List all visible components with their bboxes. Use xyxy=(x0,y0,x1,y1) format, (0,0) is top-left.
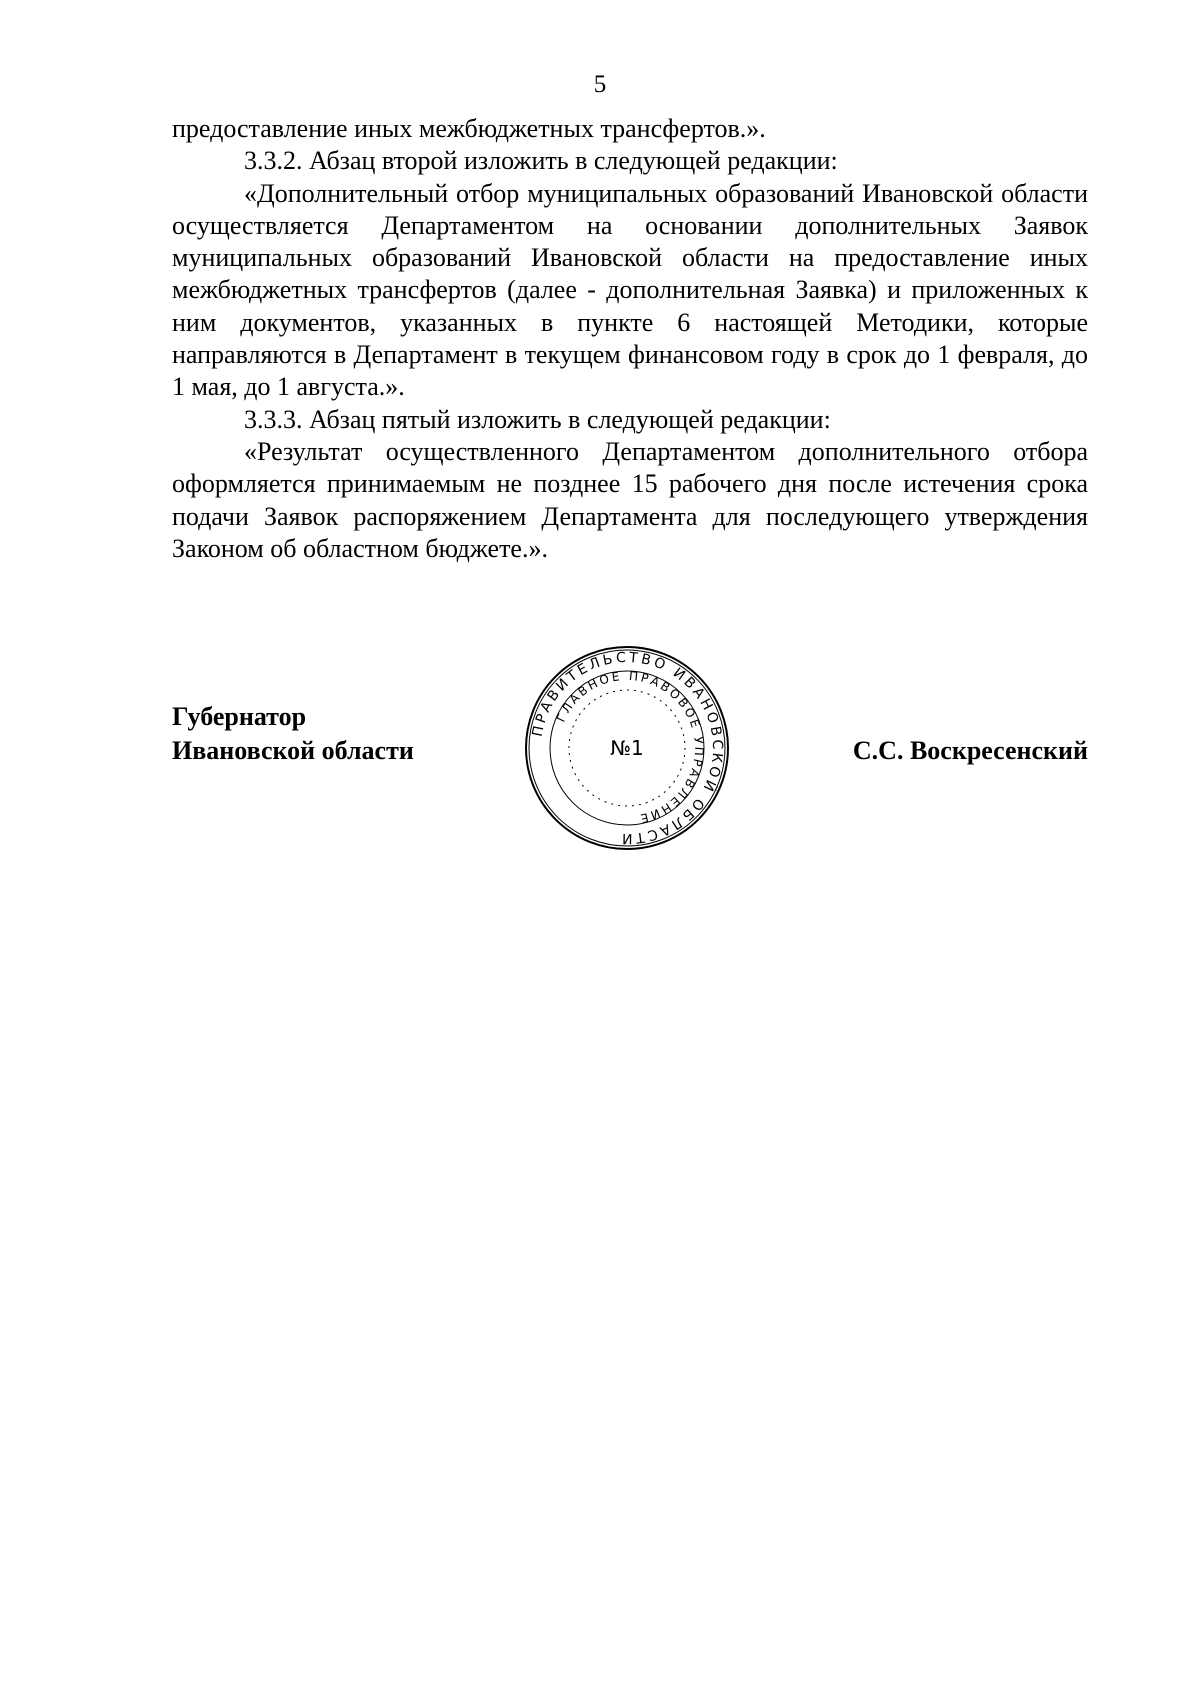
signatory-position-line2: Ивановской области xyxy=(172,736,414,765)
paragraph-quote-result: «Результат осуществленного Департаментом дополнительного отбора оформляется принимаемым не позднее 15 рабочего дня после истечения срока подачи Заявок распоряжением Департамента для последующего утверждения Законом об областном бюджете.». xyxy=(172,436,1088,563)
stamp-outer-text: ПРАВИТЕЛЬСТВО ИВАНОВСКОЙ ОБЛАСТИ xyxy=(529,649,726,847)
signatory-position-line1: Губернатор xyxy=(172,702,307,731)
stamp-number: №1 xyxy=(610,736,644,760)
stamp-seal-icon xyxy=(522,643,732,853)
document-body xyxy=(172,113,1088,565)
page-number: 5 xyxy=(593,71,607,98)
paragraph-item-3-3-2: 3.3.2. Абзац второй изложить в следующей редакции: xyxy=(244,146,838,176)
stamp-inner-text: ГЛАВНОЕ ПРАВОВОЕ УПРАВЛЕНИЕ xyxy=(553,668,707,827)
paragraph-item-3-3-3: 3.3.3. Абзац пятый изложить в следующей редакции: xyxy=(244,404,831,434)
official-stamp xyxy=(522,643,732,853)
paragraph-quote-additional-selection: «Дополнительный отбор муниципальных образований Ивановской области осуществляется Департаментом на основании дополнительных Заявок муниципальных образований Ивановской области на предоставление иных межбюджетных трансфертов (далее - дополнительная Заявка) и приложенных к ним документов, указанных в пункте 6 настоящей Методики, которые направляются в Департамент в текущем финансовом году в срок до 1 февраля, до 1 мая, до 1 августа.». xyxy=(172,178,1088,402)
signatory-name: С.С. Воскресенский xyxy=(852,736,1088,765)
signatory-position xyxy=(172,700,414,768)
paragraph-continuation: предоставление иных межбюджетных трансфертов.». xyxy=(172,114,766,143)
